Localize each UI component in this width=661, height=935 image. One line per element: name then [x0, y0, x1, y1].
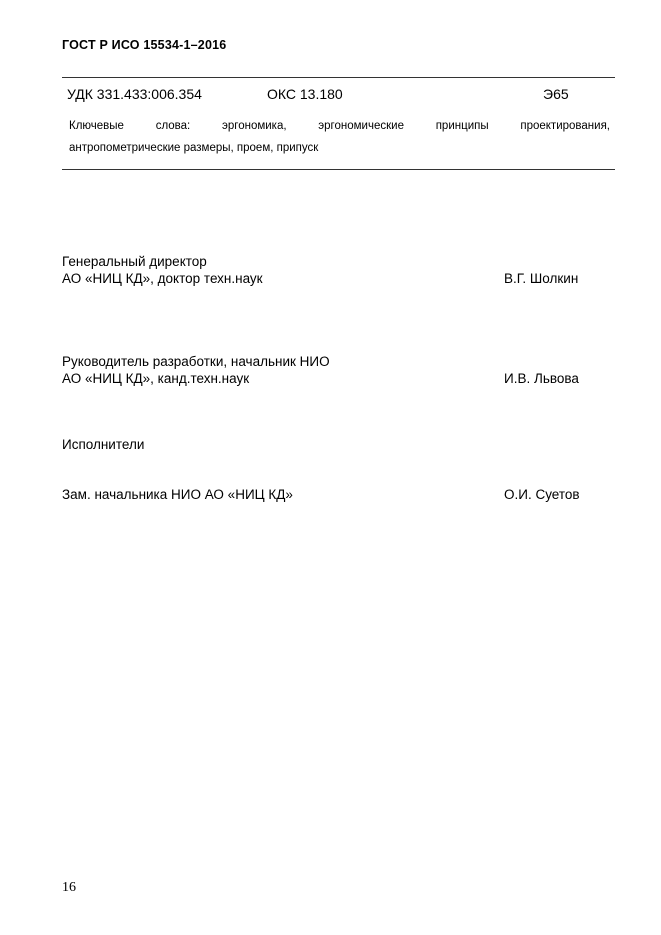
signature-2-title: Руководитель разработки, начальник НИО [62, 354, 330, 369]
performer-name: О.И. Суетов [504, 487, 580, 502]
performers-heading: Исполнители [62, 437, 145, 452]
signature-2-affiliation: АО «НИЦ КД», канд.техн.наук [62, 371, 250, 386]
signature-1-affiliation: АО «НИЦ КД», доктор техн.наук [62, 271, 263, 286]
performer-role: Зам. начальника НИО АО «НИЦ КД» [62, 487, 293, 502]
top-rule [62, 77, 615, 78]
oks-code: ОКС 13.180 [267, 86, 343, 102]
keywords-line-2: антропометрические размеры, проем, припуск [69, 142, 319, 154]
udk-code: УДК 331.433:006.354 [67, 86, 202, 102]
bottom-rule [62, 169, 615, 170]
page-number: 16 [62, 880, 76, 895]
signature-2-name: И.В. Львова [504, 371, 579, 386]
signature-1-title: Генеральный директор [62, 254, 207, 269]
keywords-line-1: Ключевые слова: эргономика, эргономические принципы проектирования, [69, 120, 610, 132]
classification-code: Э65 [543, 86, 569, 102]
signature-1-name: В.Г. Шолкин [504, 271, 579, 286]
standard-header: ГОСТ Р ИСО 15534-1–2016 [62, 38, 227, 52]
